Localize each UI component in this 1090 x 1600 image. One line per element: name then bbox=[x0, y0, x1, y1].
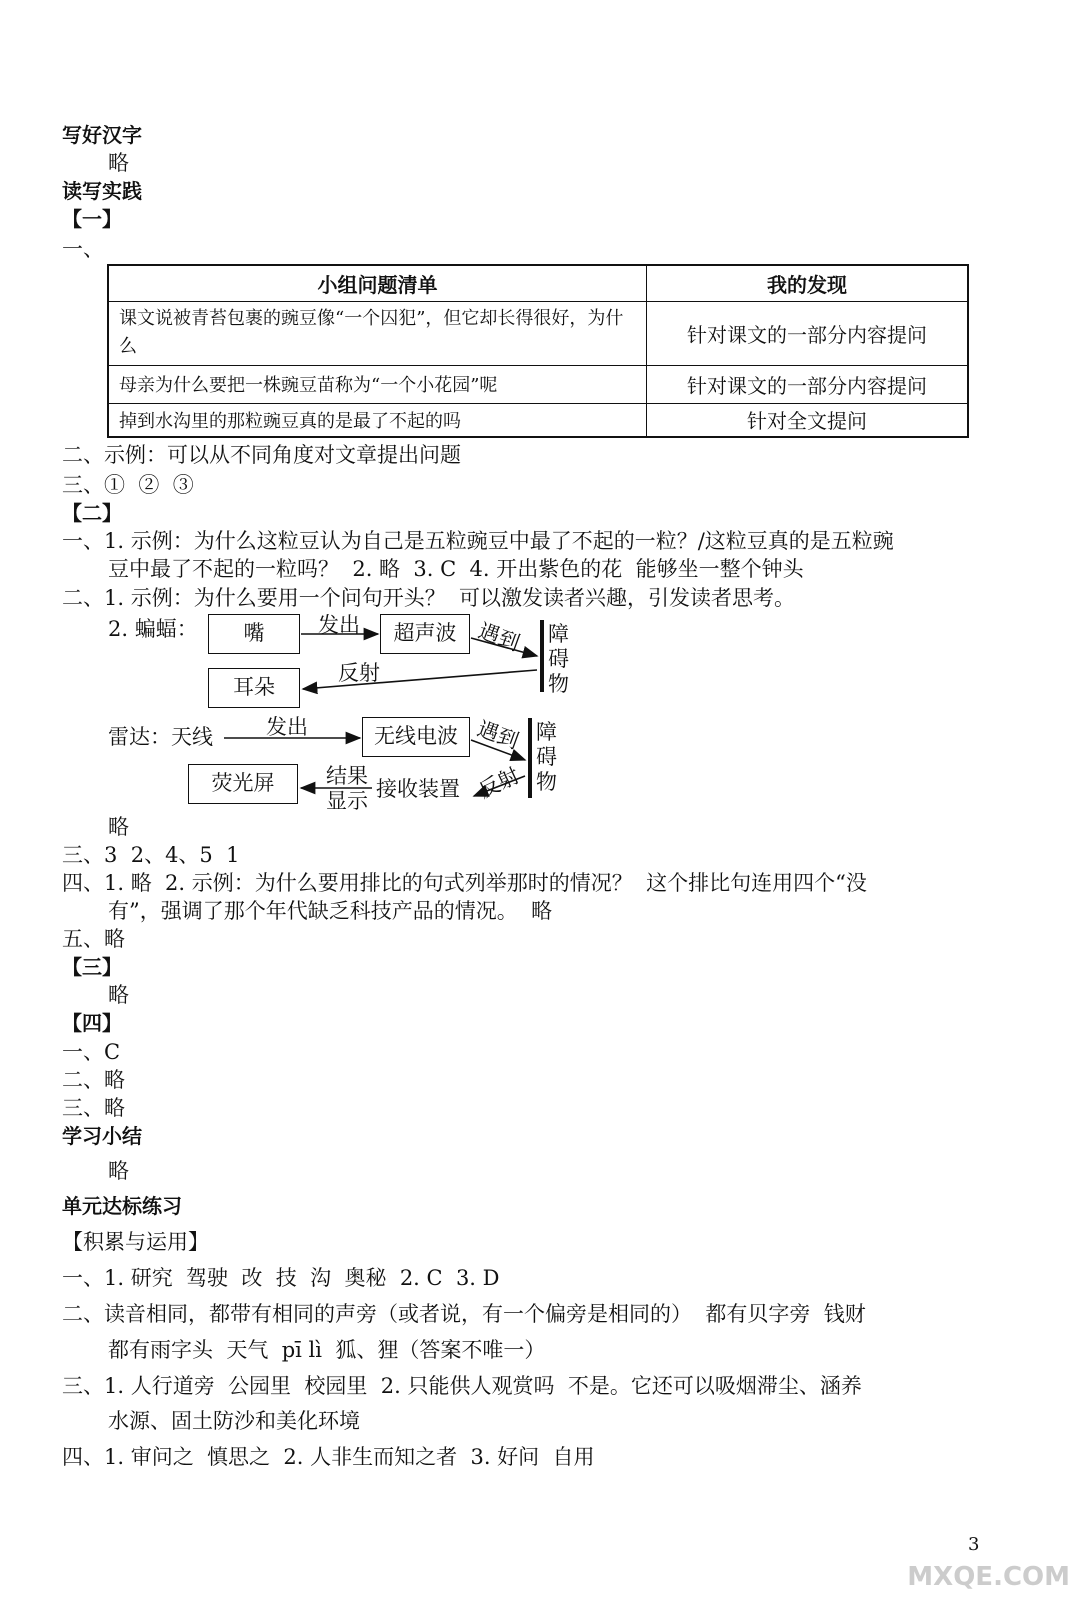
answer-line: 豆中最了不起的一粒吗？ 2. 略 3. C 4. 开出紫色的花 能够坐一整个钟头 bbox=[108, 557, 804, 581]
section-bracket-jilei: 【积累与运用】 bbox=[62, 1230, 209, 1254]
answer-text: 略 bbox=[108, 815, 129, 839]
answer-text: 略 bbox=[108, 151, 129, 175]
label-meet-1: 遇到 bbox=[475, 618, 523, 656]
obstacle-char: 物 bbox=[548, 672, 569, 696]
answer-line: 五、略 bbox=[62, 927, 125, 951]
label-meet-2: 遇到 bbox=[474, 716, 522, 754]
table-cell: 母亲为什么要把一株豌豆苗称为“一个小花园”呢 bbox=[108, 365, 647, 403]
section-bracket-2: 【二】 bbox=[62, 501, 122, 525]
answer-line: 四、1. 审问之 慎思之 2. 人非生而知之者 3. 好问 自用 bbox=[62, 1445, 595, 1469]
answer-line: 二、1. 示例：为什么要用一个问句开头？ 可以激发读者兴趣，引发读者思考。 bbox=[62, 586, 796, 610]
section-bracket-4: 【四】 bbox=[62, 1011, 122, 1035]
answer-line: 三、3 2、4、5 1 bbox=[62, 843, 240, 867]
box-ultrasound: 超声波 bbox=[380, 614, 470, 654]
answer-line: 三、1. 人行道旁 公园里 校园里 2. 只能供人观赏吗 不是。它还可以吸烟滞尘、涵养 bbox=[62, 1374, 862, 1398]
table-header: 小组问题清单 bbox=[108, 265, 647, 301]
box-radio-wave: 无线电波 bbox=[362, 717, 470, 757]
table-cell: 课文说被青苔包裹的豌豆像“一个囚犯”，但它却长得很好，为什么 bbox=[108, 301, 647, 365]
answer-text: 略 bbox=[108, 983, 129, 1007]
table-cell: 掉到水沟里的那粒豌豆真的是最了不起的吗 bbox=[108, 403, 647, 437]
answer-line: 都有雨字头 天气 pī lì 狐、狸（答案不唯一） bbox=[108, 1338, 546, 1362]
answer-line: 三、略 bbox=[62, 1096, 125, 1120]
label-result: 结果 bbox=[326, 764, 368, 788]
watermark: MXQE.COM bbox=[907, 1562, 1070, 1592]
label-reflect-2: 反射 bbox=[474, 763, 524, 803]
arrow-obstacle-to-receiver bbox=[474, 776, 525, 796]
answer-line: 二、示例：可以从不同角度对文章提出问题 bbox=[62, 443, 461, 467]
section-bracket-3: 【三】 bbox=[62, 955, 122, 979]
item-label: 一、 bbox=[62, 237, 104, 261]
answer-line: 一、1. 研究 驾驶 改 技 沟 奥秘 2. C 3. D bbox=[62, 1266, 500, 1290]
table-cell: 针对课文的一部分内容提问 bbox=[647, 301, 969, 365]
table-cell: 针对课文的一部分内容提问 bbox=[647, 365, 969, 403]
answer-text: 略 bbox=[108, 1159, 129, 1183]
heading-xuexi: 学习小结 bbox=[62, 1124, 142, 1148]
obstacle-char: 障 bbox=[536, 720, 557, 744]
box-ear: 耳朵 bbox=[208, 668, 300, 708]
heading-duxie: 读写实践 bbox=[62, 179, 142, 203]
table-header: 我的发现 bbox=[647, 265, 969, 301]
label-send-1: 发出 bbox=[318, 613, 360, 637]
arrow-obstacle-to-ear bbox=[303, 670, 537, 689]
answer-line: 四、1. 略 2. 示例：为什么要用排比的句式列举那时的情况？ 这个排比句连用四个“没 bbox=[62, 871, 867, 895]
table-cell: 针对全文提问 bbox=[647, 403, 969, 437]
answer-line: 有”，强调了那个年代缺乏科技产品的情况。 略 bbox=[108, 899, 553, 923]
obstacle-char: 障 bbox=[548, 622, 569, 646]
box-mouth: 嘴 bbox=[208, 614, 300, 654]
answer-line: 二、读音相同，都带有相同的声旁（或者说，有一个偏旁是相同的） 都有贝字旁 钱财 bbox=[62, 1302, 866, 1326]
obstacle-char: 物 bbox=[536, 770, 557, 794]
obstacle-char: 碍 bbox=[536, 745, 557, 769]
answer-line: 一、1. 示例：为什么这粒豆认为自己是五粒豌豆中最了不起的一粒？/这粒豆真的是五粒豌 bbox=[62, 529, 894, 553]
answer-line: 水源、固土防沙和美化环境 bbox=[108, 1409, 360, 1433]
heading-xiehao: 写好汉字 bbox=[62, 123, 142, 147]
label-send-2: 发出 bbox=[266, 715, 308, 739]
diagram-bat-label: 2. 蝙蝠： bbox=[108, 617, 198, 641]
label-display: 显示 bbox=[326, 789, 368, 813]
obstacle-char: 碍 bbox=[548, 647, 569, 671]
page-number: 3 bbox=[968, 1534, 980, 1555]
heading-danyuan: 单元达标练习 bbox=[62, 1194, 182, 1218]
arrow-radio-to-obstacle bbox=[471, 740, 525, 760]
arrow-ultrasound-to-obstacle bbox=[471, 638, 537, 656]
answer-line: 二、略 bbox=[62, 1068, 125, 1092]
section-bracket-1: 【一】 bbox=[62, 207, 122, 231]
label-reflect-1: 反射 bbox=[338, 661, 380, 685]
answer-line: 三、① ② ③ bbox=[62, 473, 194, 497]
label-receiver: 接收装置 bbox=[376, 777, 460, 801]
diagram-radar-label: 雷达：天线 bbox=[108, 725, 213, 749]
answer-line: 一、C bbox=[62, 1040, 121, 1064]
box-screen: 荧光屏 bbox=[188, 764, 298, 804]
